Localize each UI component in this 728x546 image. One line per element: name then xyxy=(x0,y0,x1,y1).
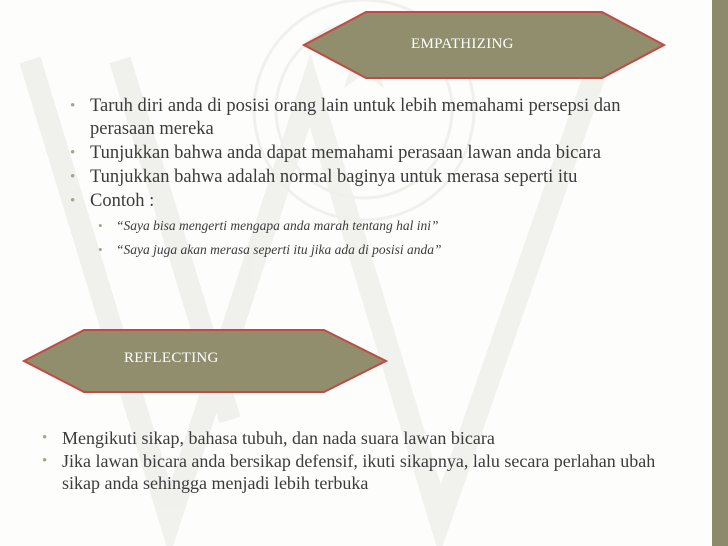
empathizing-title: EMPATHIZING xyxy=(411,36,514,52)
example-item: • “Saya juga akan merasa seperti itu jika ada di posisi anda” xyxy=(66,238,656,262)
reflecting-title: REFLECTING xyxy=(124,350,219,366)
empathizing-list xyxy=(66,95,656,262)
list-item: • Taruh diri anda di posisi orang lain untuk lebih memahami persepsi dan perasaan mereka xyxy=(66,95,656,141)
list-item: • Contoh : xyxy=(66,190,656,213)
list-item: • Tunjukkan bahwa anda dapat memahami perasaan lawan anda bicara xyxy=(66,142,656,165)
list-item: • Jika lawan bicara anda bersikap defensif, ikuti sikapnya, lalu secara perlahan ubah sikap anda sehingga menjadi lebih terbuka xyxy=(38,450,678,494)
list-item: • Mengikuti sikap, bahasa tubuh, dan nada suara lawan bicara xyxy=(38,427,678,449)
right-accent-bar xyxy=(712,0,728,546)
example-item: • “Saya bisa mengerti mengapa anda marah tentang hal ini” xyxy=(66,214,656,238)
list-item: • Tunjukkan bahwa adalah normal baginya untuk merasa seperti itu xyxy=(66,166,656,189)
reflecting-list xyxy=(38,427,678,495)
